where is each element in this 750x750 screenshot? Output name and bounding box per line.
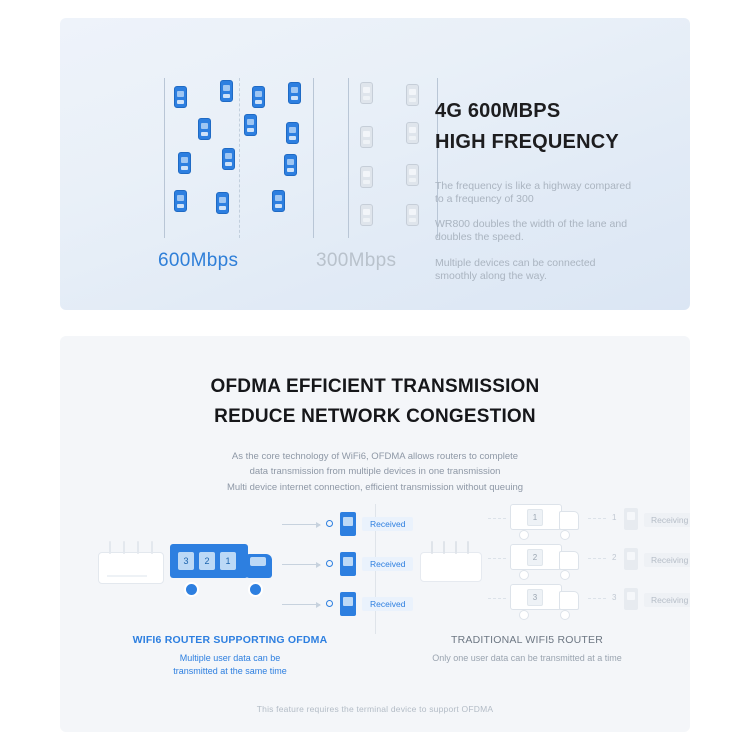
- slow-lane: [348, 78, 438, 238]
- panel-ofdma-subtitle-line: As the core technology of WiFi6, OFDMA allows routers to complete: [231, 450, 519, 462]
- truck-wheel: [519, 530, 529, 540]
- car-blue: [198, 118, 211, 140]
- receiving-badge: Receiving: [644, 513, 690, 527]
- wifi5-caption-title: TRADITIONAL WIFI5 ROUTER: [451, 634, 603, 646]
- device-icon: [624, 548, 638, 570]
- lane-divider-dash: [239, 78, 240, 238]
- car-blue: [252, 86, 265, 108]
- panel-frequency-paragraph: The frequency is like a highway compared to a frequency of 300: [435, 180, 632, 206]
- panel-ofdma: [60, 336, 690, 732]
- device-icon: [340, 592, 356, 616]
- antenna-icon: [109, 541, 111, 554]
- received-badge: Received: [362, 557, 413, 571]
- car-grey: [406, 84, 419, 106]
- truck-cab: [559, 551, 579, 570]
- lane-border-left: [348, 78, 349, 238]
- panel-frequency-title-line2: HIGH FREQUENCY: [435, 131, 619, 153]
- receiver-index: 1: [612, 513, 617, 522]
- received-badge: Received: [362, 597, 413, 611]
- flow-arrow: [282, 564, 320, 565]
- wifi6-caption-sub-line1: Multiple user data can be: [179, 653, 281, 663]
- truck-wheel: [560, 530, 570, 540]
- panel-frequency-text: [435, 96, 665, 295]
- car-blue: [272, 190, 285, 212]
- wifi5-router-icon: [420, 552, 482, 582]
- panel-frequency-paragraphs: [435, 180, 665, 283]
- device-icon: [340, 552, 356, 576]
- truck-wheel: [519, 570, 529, 580]
- panel-ofdma-title-line1: OFDMA EFFICIENT TRANSMISSION: [210, 376, 540, 397]
- truck-wheel: [519, 610, 529, 620]
- truck-cab: [559, 511, 579, 530]
- flow-dash: [588, 518, 606, 519]
- panel-frequency-title-line1: 4G 600MBPS: [435, 100, 561, 122]
- panel-frequency-title: [435, 96, 665, 158]
- wifi5-caption: [382, 634, 672, 665]
- wifi6-caption-sub: [90, 652, 370, 678]
- car-grey: [360, 166, 373, 188]
- panel-frequency: [60, 18, 690, 310]
- flow-dash: [488, 598, 506, 599]
- truck-cab: [246, 554, 272, 578]
- packet-label: 2: [527, 549, 543, 566]
- car-blue: [178, 152, 191, 174]
- flow-dash: [588, 598, 606, 599]
- car-blue: [174, 86, 187, 108]
- receiving-badge: Receiving: [644, 593, 690, 607]
- speed-label-fast: 600Mbps: [158, 250, 239, 271]
- ofdma-footnote: This feature requires the terminal device to support OFDMA: [256, 704, 494, 714]
- receiver-index: 3: [612, 593, 617, 602]
- car-blue: [244, 114, 257, 136]
- wifi6-router-icon: [98, 552, 164, 584]
- car-blue: [286, 122, 299, 144]
- truck-wheel: [248, 582, 263, 597]
- panel-frequency-paragraph: Multiple devices can be connected smoothly along the way.: [435, 256, 596, 282]
- antenna-icon: [123, 541, 125, 554]
- truck-wheel: [560, 610, 570, 620]
- receiving-badge: Receiving: [644, 553, 690, 567]
- flow-dash: [588, 558, 606, 559]
- antenna-icon: [467, 541, 469, 554]
- packet-label: 1: [220, 552, 236, 570]
- packet-label: 3: [527, 589, 543, 606]
- receive-indicator-icon: [326, 600, 333, 607]
- truck-wheel: [560, 570, 570, 580]
- flow-arrow: [282, 604, 320, 605]
- wifi5-truck-icon: [510, 584, 582, 616]
- panel-frequency-paragraph: WR800 doubles the width of the lane and doubles the speed.: [435, 218, 628, 244]
- antenna-icon: [443, 541, 445, 554]
- speed-label-slow: 300Mbps: [316, 250, 397, 271]
- panel-ofdma-subtitle: [60, 449, 690, 496]
- device-icon: [624, 588, 638, 610]
- device-icon: [624, 508, 638, 530]
- router-led-strip: [107, 575, 147, 577]
- wifi6-caption: [90, 634, 370, 678]
- car-blue: [288, 82, 301, 104]
- car-blue: [220, 80, 233, 102]
- truck-wheel: [184, 582, 199, 597]
- antenna-icon: [455, 541, 457, 554]
- antenna-icon: [431, 541, 433, 554]
- panel-ofdma-subtitle-line: data transmission from multiple devices in one transmission: [249, 466, 501, 478]
- panel-ofdma-title-line2: REDUCE NETWORK CONGESTION: [214, 406, 536, 428]
- car-grey: [360, 82, 373, 104]
- car-grey: [360, 126, 373, 148]
- antenna-icon: [137, 541, 139, 554]
- car-blue: [284, 154, 297, 176]
- receive-indicator-icon: [326, 520, 333, 527]
- car-blue: [216, 192, 229, 214]
- wifi6-caption-title: WIFI6 ROUTER SUPPORTING OFDMA: [132, 634, 328, 646]
- wifi5-truck-icon: [510, 504, 582, 536]
- panel-ofdma-subtitle-line: Multi device internet connection, efficient transmission without queuing: [226, 482, 524, 494]
- lane-border-right: [313, 78, 314, 238]
- wifi5-caption-sub: Only one user data can be transmitted at a time: [432, 653, 622, 663]
- car-grey: [406, 164, 419, 186]
- receiver-index: 2: [612, 553, 617, 562]
- car-blue: [222, 148, 235, 170]
- packet-label: 3: [178, 552, 194, 570]
- car-grey: [360, 204, 373, 226]
- truck-cab: [559, 591, 579, 610]
- flow-arrow: [282, 524, 320, 525]
- wifi6-truck-icon: [170, 544, 280, 592]
- highway-illustration: [130, 78, 430, 278]
- packet-label: 1: [527, 509, 543, 526]
- fast-lane: [164, 78, 314, 238]
- flow-dash: [488, 518, 506, 519]
- car-grey: [406, 122, 419, 144]
- packet-label: 2: [199, 552, 215, 570]
- antenna-icon: [151, 541, 153, 554]
- wifi5-truck-icon: [510, 544, 582, 576]
- car-blue: [174, 190, 187, 212]
- flow-dash: [488, 558, 506, 559]
- lane-border-left: [164, 78, 165, 238]
- car-grey: [406, 204, 419, 226]
- panel-ofdma-title: [60, 372, 690, 433]
- device-icon: [340, 512, 356, 536]
- received-badge: Received: [362, 517, 413, 531]
- wifi6-caption-sub-line2: transmitted at the same time: [173, 666, 287, 677]
- receive-indicator-icon: [326, 560, 333, 567]
